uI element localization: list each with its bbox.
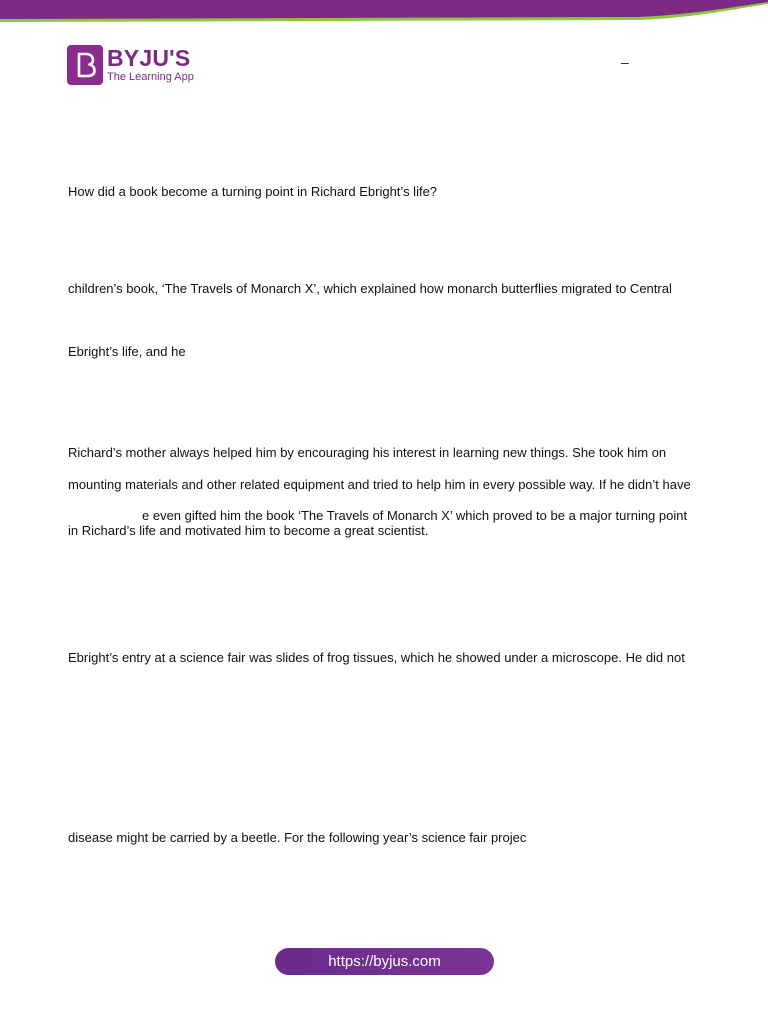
question-line: How did a book become a turning point in Richard Ebright’s life? bbox=[68, 184, 438, 199]
body-line: Ebright’s life, and he bbox=[68, 344, 186, 359]
logo-tagline: The Learning App bbox=[107, 71, 194, 83]
body-line: mounting materials and other related equipment and tried to help him in every possible way. If he didn’t have bbox=[68, 477, 691, 492]
body-line: Ebright’s entry at a science fair was slides of frog tissues, which he showed under a microscope. He did not bbox=[68, 650, 685, 665]
body-line: e even gifted him the book ‘The Travels of Monarch X’ which proved to be a major turning point bbox=[142, 508, 688, 523]
header-decorative-band bbox=[0, 0, 768, 30]
footer-url-link[interactable]: https://byjus.com bbox=[275, 948, 494, 975]
body-line: children’s book, ‘The Travels of Monarch X’, which explained how monarch butterflies migrated to Central bbox=[68, 281, 672, 296]
logo-name: BYJU'S bbox=[107, 45, 191, 71]
body-line: disease might be carried by a beetle. For the following year’s science fair projec bbox=[68, 830, 527, 845]
body-line: Richard’s mother always helped him by encouraging his interest in learning new things. She took him on bbox=[68, 445, 667, 460]
byjus-logo bbox=[67, 44, 194, 86]
header-dash: – bbox=[621, 54, 629, 70]
body-line: in Richard’s life and motivated him to become a great scientist. bbox=[68, 523, 429, 538]
byjus-logo-icon bbox=[67, 45, 103, 85]
